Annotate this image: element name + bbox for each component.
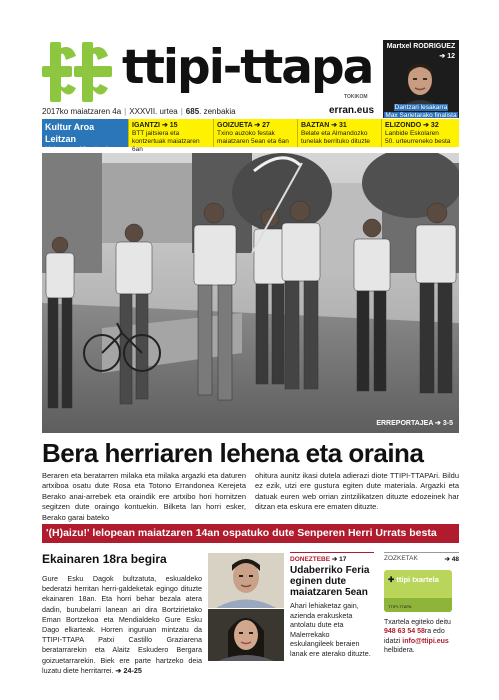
portrait-woman — [208, 609, 284, 661]
edition-line: 2017ko maiatzaren 4a | XXXVII. urtea | 685. zenbakia — [42, 107, 236, 116]
card-brand: ttipi txartela — [396, 575, 439, 584]
promo-caption-line1: Dantzari lesakarra — [394, 104, 448, 111]
promo-caption-line2: Max Sarietarako finalista — [385, 111, 457, 118]
raffle-box — [384, 552, 459, 656]
raffle-phone[interactable]: 948 63 54 58 — [384, 628, 425, 636]
card-logo-icon: ✚ — [388, 575, 395, 584]
teaser-head: IGANTZI ➔ 15 — [132, 122, 178, 129]
raffle-body — [384, 618, 459, 656]
lede-column-right: ohitura aunitz ikasi dutela adierazi diote TTIPI-TTAPAri. Bildu ez ezik, utzi ere gustura egiten dute materiala. Argazki eta datuak euren web orrian zintzilikatzen dituzte edozeinek har ditzan eta eskura ere ematen dituzte. — [255, 471, 459, 512]
raffle-email[interactable]: info@ttipi.eus — [402, 637, 449, 645]
teaser-line: 50. urteurreneko besta — [385, 138, 451, 145]
raffle-text-post: helbidera. — [384, 647, 415, 655]
story1-title[interactable]: Ekainaren 18ra begira — [42, 552, 167, 566]
teaser-item[interactable] — [381, 119, 459, 147]
promo-box[interactable] — [383, 40, 459, 118]
story2-location: DONEZTEBE — [290, 556, 331, 563]
teaser-item[interactable] — [297, 119, 381, 147]
promo-page-ref: ➔ 12 — [439, 53, 455, 60]
story2-kicker — [290, 552, 374, 563]
story2-body: Ahari lehiaketaz gain, azienda erakusketa antolatu dute eta Malerrekako eskulangileek beraien lanak ere aterako dituzte. — [290, 601, 371, 658]
photo-credit: ERREPORTAJEA ➔ 3-5 — [376, 420, 453, 427]
story1-body — [42, 574, 202, 676]
lede-column-left: Beraren eta beratarren milaka eta milaka argazki eta daturen artxiboa osatu dute Rosa eta Totono Errandonea Kerejeta Berako anai-arrebek eta oraindik ere artxibo hori hornitzen segitzen dute oraingo kontuekin. Bilketa lan horri esker, Berako garai bateko — [42, 471, 246, 522]
promo-name: Martxel RODRIGUEZ — [386, 43, 456, 50]
promo-portrait-image — [397, 60, 443, 106]
issue-number: 685 — [185, 107, 200, 116]
portrait-woman-image — [208, 609, 284, 661]
teaser-line: Lanbide Eskolaren — [385, 130, 439, 137]
red-banner[interactable]: '(H)aizu!' lelopean maiatzaren 14an ospatuko dute Senperen Herri Urrats besta — [42, 524, 459, 543]
raffle-head — [384, 552, 459, 562]
teaser-head: GOIZUETA ➔ 27 — [217, 122, 270, 129]
portrait-man-image — [208, 553, 284, 608]
teaser-lead[interactable] — [42, 119, 128, 153]
masthead — [0, 0, 499, 118]
lead-photo-image — [42, 153, 459, 433]
issue-date: 2017ko maiatzaren 4a — [42, 107, 122, 116]
ttipi-logo-icon — [42, 42, 112, 102]
teaser-line: Txino auzoko festak — [217, 130, 275, 137]
issue-number-suffix: zenbakia — [203, 107, 236, 116]
story2-page-ref: ➔ 17 — [331, 556, 347, 563]
teaser-item[interactable] — [213, 119, 297, 147]
teaser-head: BAZTAN ➔ 31 — [301, 122, 347, 129]
teaser-strip — [42, 119, 459, 153]
issue-volume: XXXVII. urtea — [129, 107, 178, 116]
story1-text: Gure Esku Dagok bultzatuta, eskualdeko bederatzi herritan herri-galdeketak egingo dituzte ekainaren 18an. Eta horri behar bezala atera dadin, burubelarri lanean ari dira Bortzirietako Eman Bortzekoa eta Mendialdeko Gure Esku Dago elkarteak. Horren inguruan mintzatu da TTIPI-TTAPA Patxi Castillo Graziarena beratarrarekin eta Alaitz Eskudero Bergara goizuetarrarekin. Biek ere parte hartzeko deia luzatu diete herritarrei. — [42, 574, 202, 675]
teaser-item[interactable] — [128, 119, 213, 153]
card-small-text: TTIPI-TTAPA — [388, 604, 412, 609]
promo-caption — [383, 104, 459, 118]
lead-photo[interactable] — [42, 153, 459, 433]
raffle-text-pre: Txartela egiteko deitu — [384, 619, 451, 626]
teaser-line: kontzertuak maiatzaren 6an — [132, 138, 200, 153]
raffle-text-mid: ra edo idatzi — [384, 628, 445, 645]
main-headline[interactable]: Bera herriaren lehena eta oraina — [42, 438, 424, 468]
story2[interactable] — [290, 552, 374, 659]
teaser-line: tunelak berrituko dituzte — [301, 138, 371, 145]
teaser-line: BTT jaitsiera eta — [132, 130, 180, 137]
teaser-lead-sub: Maiatzaren 12an hasita — [45, 146, 113, 153]
site-link[interactable]: erran.eus — [329, 105, 375, 116]
teaser-lead-title: Kultur Aroa Leitzan — [45, 122, 95, 144]
teaser-line: Belate eta Almandozko — [301, 130, 368, 137]
tokikom-badge: TOKIKOM — [344, 94, 368, 100]
raffle-label: ZOZKETAK — [384, 555, 418, 562]
ttipi-card[interactable] — [384, 570, 452, 612]
story2-title: Udaberriko Feria eginen dute maiatzaren 5ean — [290, 565, 370, 598]
masthead-title: ttipi-ttapa — [122, 40, 373, 95]
story1-page-ref[interactable]: ➔ 24-25 — [115, 665, 142, 675]
card-logo — [388, 575, 439, 584]
portrait-man — [208, 553, 284, 608]
raffle-page-ref[interactable]: ➔ 48 — [444, 556, 459, 563]
teaser-head: ELIZONDO ➔ 32 — [385, 122, 439, 129]
teaser-line: maiatzaren 5ean eta 6an — [217, 138, 289, 145]
